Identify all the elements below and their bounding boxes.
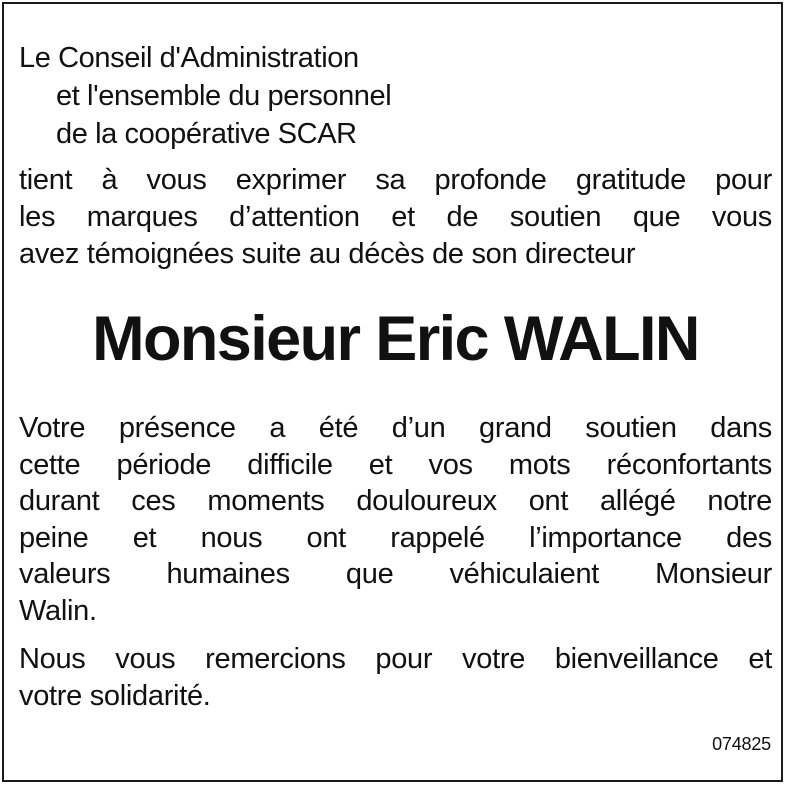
intro-text	[19, 162, 772, 273]
body-line: Nous vous remercions pour votre bienveillance et	[19, 643, 772, 675]
sender-line-1: Le Conseil d'Administration	[19, 42, 359, 74]
intro-line: les marques d’attention et de soutien que vous	[19, 201, 772, 233]
body-line: cette période difficile et vos mots réconfortants	[19, 448, 772, 481]
deceased-name: Monsieur Eric WALIN	[92, 304, 699, 374]
body-line: durant ces moments douloureux ont allégé notre	[19, 485, 772, 517]
body-paragraph-1	[19, 410, 772, 629]
sender-line-3: de la coopérative SCAR	[56, 118, 357, 150]
body-line: peine et nous ont rappelé l’importance des	[19, 521, 772, 554]
body-line: valeurs humaines que véhiculaient Monsieur	[19, 558, 772, 590]
body-line: Walin.	[19, 594, 97, 627]
sender-line-2: et l'ensemble du personnel	[56, 80, 392, 112]
body-line: votre solidarité.	[19, 679, 211, 712]
reference-number: 074825	[712, 734, 771, 754]
intro-line: avez témoignées suite au décès de son directeur	[19, 238, 636, 270]
body-line: Votre présence a été d’un grand soutien dans	[19, 412, 772, 444]
body-paragraph-2	[19, 641, 772, 714]
intro-line: tient à vous exprimer sa profonde gratitude pour	[19, 164, 772, 196]
